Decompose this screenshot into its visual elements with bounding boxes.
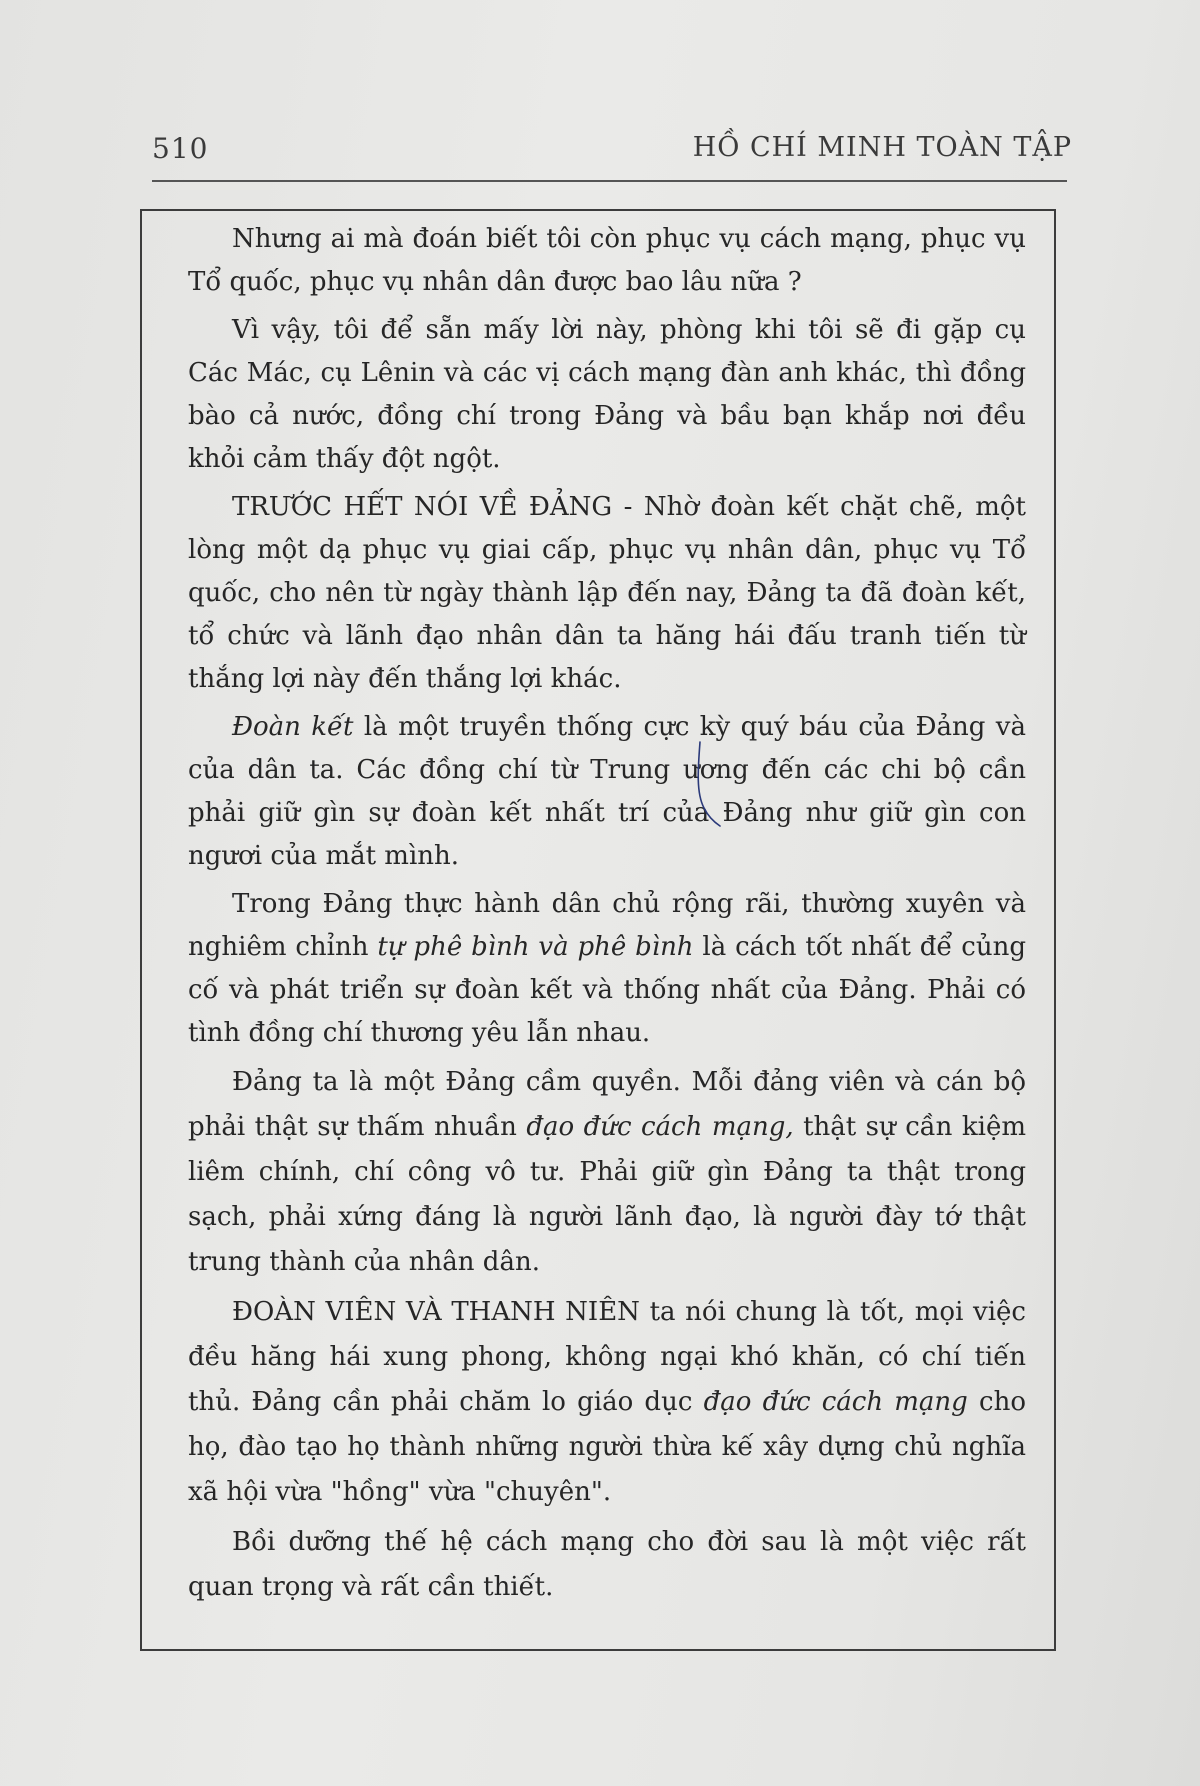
- pen-mark: [678, 738, 728, 828]
- paragraph-text: Nhưng ai mà đoán biết tôi còn phục vụ cách mạng, phục vụ Tổ quốc, phục vụ nhân dân được bao lâu nữa ?: [188, 224, 1026, 297]
- paragraph-text: Trong Đảng thực hành dân chủ rộng rãi, thường xuyên và nghiêm chỉnh: [188, 889, 1026, 962]
- header-rule: [152, 180, 1067, 182]
- paragraph-text: cho họ, đào tạo họ thành những người thừa kế xây dựng chủ nghĩa xã hội vừa "hồng" vừa "chuyên".: [188, 1387, 1026, 1507]
- running-title: HỒ CHÍ MINH TOÀN TẬP: [692, 132, 1072, 163]
- page-header: [152, 128, 1072, 178]
- paragraph: [188, 309, 1026, 481]
- paragraph-text: thật sự cần kiệm liêm chính, chí công vô tư. Phải giữ gìn Đảng ta thật trong sạch, phải xứng đáng là người lãnh đạo, là người đày tớ thật trung thành của nhân dân.: [188, 1112, 1026, 1277]
- paragraph-text: TRƯỚC HẾT NÓI VỀ ĐẢNG - Nhờ đoàn kết chặt chẽ, một lòng một dạ phục vụ giai cấp, phục vụ nhân dân, phục vụ Tổ quốc, cho nên từ ngày thành lập đến nay, Đảng ta đã đoàn kết, tổ chức và lãnh đạo nhân dân ta hăng hái đấu tranh tiến từ thắng lợi này đến thắng lợi khác.: [188, 492, 1026, 694]
- body-text: [188, 218, 1026, 1615]
- paragraph: [188, 218, 1026, 304]
- paragraph-text: là một truyền thống cực kỳ quý báu của Đảng và của dân ta. Các đồng chí từ Trung ương đến các chi bộ cần phải giữ gìn sự đoàn kết nhất trí của Đảng như giữ gìn con ngươi của mắt mình.: [188, 712, 1026, 871]
- paragraph-text: ĐOÀN VIÊN VÀ THANH NIÊN ta nói chung là tốt, mọi việc đều hăng hái xung phong, không ngại khó khăn, có chí tiến thủ. Đảng cần phải chăm lo giáo dục: [188, 1297, 1026, 1417]
- italic-phrase: đạo đức cách mạng,: [526, 1112, 794, 1142]
- paragraph: [188, 1520, 1026, 1610]
- paragraph: [188, 1060, 1026, 1285]
- page-number: 510: [152, 132, 209, 165]
- paragraph-text: là cách tốt nhất để củng cố và phát triển sự đoàn kết và thống nhất của Đảng. Phải có tình đồng chí thương yêu lẫn nhau.: [188, 932, 1026, 1048]
- paragraph: [188, 486, 1026, 701]
- paragraph: [188, 706, 1026, 878]
- italic-phrase: Đoàn kết: [232, 712, 354, 742]
- paragraph-text: Đảng ta là một Đảng cầm quyền. Mỗi đảng viên và cán bộ phải thật sự thấm nhuần: [188, 1067, 1026, 1142]
- italic-phrase: đạo đức cách mạng: [703, 1387, 968, 1417]
- paragraph: [188, 883, 1026, 1055]
- paragraph-text: Bồi dưỡng thế hệ cách mạng cho đời sau là một việc rất quan trọng và rất cần thiết.: [188, 1527, 1026, 1602]
- paragraph: [188, 1290, 1026, 1515]
- paragraph-text: Vì vậy, tôi để sẵn mấy lời này, phòng khi tôi sẽ đi gặp cụ Các Mác, cụ Lênin và các vị cách mạng đàn anh khác, thì đồng bào cả nước, đồng chí trong Đảng và bầu bạn khắp nơi đều khỏi cảm thấy đột ngột.: [188, 315, 1026, 474]
- italic-phrase: tự phê bình và phê bình: [377, 932, 694, 962]
